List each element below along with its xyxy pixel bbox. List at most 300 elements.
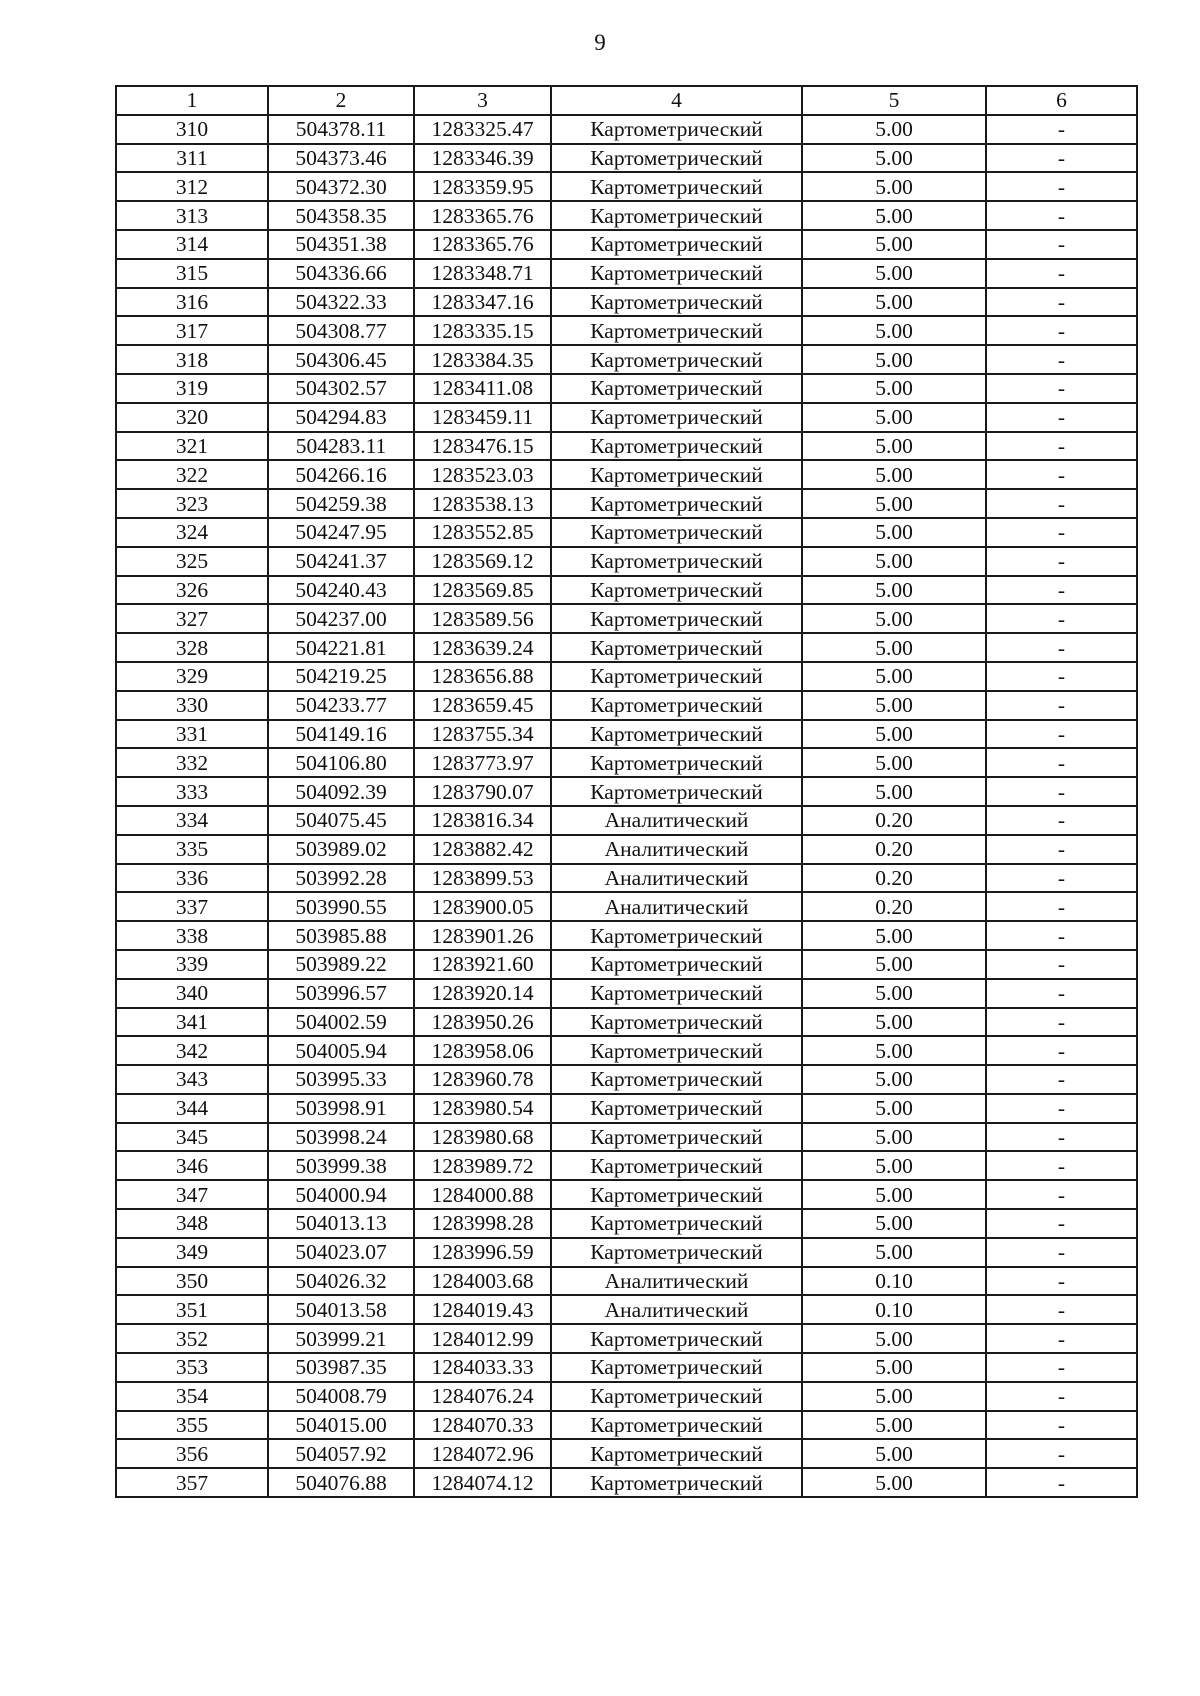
accuracy-cell: 5.00: [802, 345, 986, 374]
x-coordinate-cell: 504372.30: [268, 172, 414, 201]
accuracy-cell: 5.00: [802, 403, 986, 432]
description-cell: -: [986, 1094, 1137, 1123]
table-row: [116, 748, 1137, 777]
x-coordinate-cell: 503985.88: [268, 921, 414, 950]
accuracy-cell: 0.10: [802, 1267, 986, 1296]
y-coordinate-cell: 1284070.33: [414, 1411, 551, 1440]
table-row: [116, 288, 1137, 317]
accuracy-cell: 5.00: [802, 1324, 986, 1353]
x-coordinate-cell: 504002.59: [268, 1008, 414, 1037]
y-coordinate-cell: 1283365.76: [414, 230, 551, 259]
point-number-cell: 346: [116, 1151, 268, 1180]
description-cell: -: [986, 1353, 1137, 1382]
point-number-cell: 332: [116, 748, 268, 777]
accuracy-cell: 5.00: [802, 604, 986, 633]
point-number-cell: 338: [116, 921, 268, 950]
point-number-cell: 341: [116, 1008, 268, 1037]
page-number: 9: [594, 30, 606, 55]
x-coordinate-cell: 504233.77: [268, 691, 414, 720]
x-coordinate-cell: 504000.94: [268, 1180, 414, 1209]
x-coordinate-cell: 504221.81: [268, 633, 414, 662]
point-number-cell: 352: [116, 1324, 268, 1353]
table-row: [116, 835, 1137, 864]
x-coordinate-cell: 504294.83: [268, 403, 414, 432]
point-number-cell: 316: [116, 288, 268, 317]
method-cell: Картометрический: [551, 720, 802, 749]
table-row: [116, 1094, 1137, 1123]
accuracy-cell: 5.00: [802, 921, 986, 950]
point-number-cell: 337: [116, 892, 268, 921]
accuracy-cell: 5.00: [802, 288, 986, 317]
point-number-cell: 339: [116, 950, 268, 979]
accuracy-cell: 5.00: [802, 1008, 986, 1037]
accuracy-cell: 5.00: [802, 691, 986, 720]
accuracy-cell: 5.00: [802, 633, 986, 662]
y-coordinate-cell: 1283639.24: [414, 633, 551, 662]
description-cell: -: [986, 432, 1137, 461]
description-cell: -: [986, 1295, 1137, 1324]
method-cell: Картометрический: [551, 1180, 802, 1209]
description-cell: -: [986, 518, 1137, 547]
x-coordinate-cell: 504005.94: [268, 1036, 414, 1065]
point-number-cell: 330: [116, 691, 268, 720]
method-cell: Картометрический: [551, 374, 802, 403]
y-coordinate-cell: 1283348.71: [414, 259, 551, 288]
table-row: [116, 806, 1137, 835]
x-coordinate-cell: 503999.38: [268, 1151, 414, 1180]
x-coordinate-cell: 504026.32: [268, 1267, 414, 1296]
y-coordinate-cell: 1283900.05: [414, 892, 551, 921]
method-cell: Картометрический: [551, 115, 802, 144]
method-cell: Картометрический: [551, 1065, 802, 1094]
coordinates-table: [115, 85, 1138, 1498]
y-coordinate-cell: 1283980.54: [414, 1094, 551, 1123]
x-coordinate-cell: 504149.16: [268, 720, 414, 749]
y-coordinate-cell: 1283899.53: [414, 864, 551, 893]
table-row: [116, 115, 1137, 144]
accuracy-cell: 5.00: [802, 1180, 986, 1209]
y-coordinate-cell: 1283347.16: [414, 288, 551, 317]
table-row: [116, 489, 1137, 518]
description-cell: -: [986, 547, 1137, 576]
y-coordinate-cell: 1283921.60: [414, 950, 551, 979]
table-row: [116, 460, 1137, 489]
description-cell: -: [986, 1238, 1137, 1267]
point-number-cell: 347: [116, 1180, 268, 1209]
description-cell: -: [986, 460, 1137, 489]
x-coordinate-cell: 504358.35: [268, 201, 414, 230]
table-row: [116, 1382, 1137, 1411]
point-number-cell: 335: [116, 835, 268, 864]
method-cell: Картометрический: [551, 144, 802, 173]
x-coordinate-cell: 503989.02: [268, 835, 414, 864]
method-cell: Картометрический: [551, 1468, 802, 1497]
x-coordinate-cell: 503999.21: [268, 1324, 414, 1353]
table-row: [116, 1411, 1137, 1440]
table-row: [116, 201, 1137, 230]
description-cell: -: [986, 345, 1137, 374]
method-cell: Аналитический: [551, 1267, 802, 1296]
point-number-cell: 314: [116, 230, 268, 259]
method-cell: Аналитический: [551, 864, 802, 893]
accuracy-cell: 5.00: [802, 172, 986, 201]
method-cell: Картометрический: [551, 403, 802, 432]
point-number-cell: 321: [116, 432, 268, 461]
description-cell: -: [986, 921, 1137, 950]
accuracy-cell: 5.00: [802, 432, 986, 461]
accuracy-cell: 0.20: [802, 892, 986, 921]
method-cell: Картометрический: [551, 777, 802, 806]
x-coordinate-cell: 504106.80: [268, 748, 414, 777]
y-coordinate-cell: 1283335.15: [414, 316, 551, 345]
y-coordinate-cell: 1283589.56: [414, 604, 551, 633]
y-coordinate-cell: 1283901.26: [414, 921, 551, 950]
point-number-cell: 312: [116, 172, 268, 201]
point-number-cell: 329: [116, 662, 268, 691]
y-coordinate-cell: 1283790.07: [414, 777, 551, 806]
accuracy-cell: 5.00: [802, 1353, 986, 1382]
y-coordinate-cell: 1283882.42: [414, 835, 551, 864]
description-cell: -: [986, 172, 1137, 201]
point-number-cell: 326: [116, 576, 268, 605]
table-row: [116, 691, 1137, 720]
accuracy-cell: 5.00: [802, 1036, 986, 1065]
table-row: [116, 1065, 1137, 1094]
y-coordinate-cell: 1283656.88: [414, 662, 551, 691]
x-coordinate-cell: 503995.33: [268, 1065, 414, 1094]
y-coordinate-cell: 1283538.13: [414, 489, 551, 518]
point-number-cell: 353: [116, 1353, 268, 1382]
method-cell: Картометрический: [551, 691, 802, 720]
method-cell: Картометрический: [551, 921, 802, 950]
x-coordinate-cell: 504075.45: [268, 806, 414, 835]
accuracy-cell: 5.00: [802, 979, 986, 1008]
method-cell: Картометрический: [551, 748, 802, 777]
x-coordinate-cell: 503998.24: [268, 1123, 414, 1152]
description-cell: -: [986, 691, 1137, 720]
point-number-cell: 310: [116, 115, 268, 144]
accuracy-cell: 5.00: [802, 662, 986, 691]
x-coordinate-cell: 504247.95: [268, 518, 414, 547]
accuracy-cell: 5.00: [802, 1238, 986, 1267]
y-coordinate-cell: 1283325.47: [414, 115, 551, 144]
x-coordinate-cell: 503989.22: [268, 950, 414, 979]
description-cell: -: [986, 777, 1137, 806]
accuracy-cell: 5.00: [802, 316, 986, 345]
x-coordinate-cell: 504057.92: [268, 1439, 414, 1468]
accuracy-cell: 5.00: [802, 518, 986, 547]
accuracy-cell: 5.00: [802, 144, 986, 173]
method-cell: Картометрический: [551, 489, 802, 518]
table-row: [116, 720, 1137, 749]
accuracy-cell: 0.20: [802, 864, 986, 893]
y-coordinate-cell: 1284072.96: [414, 1439, 551, 1468]
y-coordinate-cell: 1284012.99: [414, 1324, 551, 1353]
x-coordinate-cell: 504373.46: [268, 144, 414, 173]
accuracy-cell: 5.00: [802, 460, 986, 489]
table-row: [116, 547, 1137, 576]
y-coordinate-cell: 1283523.03: [414, 460, 551, 489]
description-cell: -: [986, 115, 1137, 144]
x-coordinate-cell: 504322.33: [268, 288, 414, 317]
y-coordinate-cell: 1283773.97: [414, 748, 551, 777]
description-cell: -: [986, 576, 1137, 605]
y-coordinate-cell: 1283346.39: [414, 144, 551, 173]
table-row: [116, 230, 1137, 259]
y-coordinate-cell: 1284000.88: [414, 1180, 551, 1209]
point-number-cell: 343: [116, 1065, 268, 1094]
description-cell: -: [986, 1439, 1137, 1468]
table-body: [116, 115, 1137, 1497]
accuracy-cell: 5.00: [802, 115, 986, 144]
x-coordinate-cell: 504302.57: [268, 374, 414, 403]
point-number-cell: 320: [116, 403, 268, 432]
method-cell: Картометрический: [551, 1151, 802, 1180]
description-cell: -: [986, 1151, 1137, 1180]
x-coordinate-cell: 504240.43: [268, 576, 414, 605]
x-coordinate-cell: 504008.79: [268, 1382, 414, 1411]
column-header: 1: [116, 86, 268, 115]
table-row: [116, 633, 1137, 662]
point-number-cell: 348: [116, 1209, 268, 1238]
x-coordinate-cell: 503987.35: [268, 1353, 414, 1382]
table-row: [116, 950, 1137, 979]
method-cell: Картометрический: [551, 518, 802, 547]
accuracy-cell: 5.00: [802, 1439, 986, 1468]
point-number-cell: 336: [116, 864, 268, 893]
x-coordinate-cell: 504023.07: [268, 1238, 414, 1267]
y-coordinate-cell: 1283958.06: [414, 1036, 551, 1065]
x-coordinate-cell: 503992.28: [268, 864, 414, 893]
x-coordinate-cell: 504259.38: [268, 489, 414, 518]
point-number-cell: 334: [116, 806, 268, 835]
point-number-cell: 357: [116, 1468, 268, 1497]
description-cell: -: [986, 1036, 1137, 1065]
table-row: [116, 1439, 1137, 1468]
accuracy-cell: 0.20: [802, 835, 986, 864]
table-row: [116, 864, 1137, 893]
method-cell: Картометрический: [551, 576, 802, 605]
description-cell: -: [986, 1411, 1137, 1440]
x-coordinate-cell: 504076.88: [268, 1468, 414, 1497]
point-number-cell: 325: [116, 547, 268, 576]
y-coordinate-cell: 1283755.34: [414, 720, 551, 749]
method-cell: Картометрический: [551, 230, 802, 259]
method-cell: Картометрический: [551, 1382, 802, 1411]
description-cell: -: [986, 1065, 1137, 1094]
point-number-cell: 345: [116, 1123, 268, 1152]
method-cell: Аналитический: [551, 1295, 802, 1324]
point-number-cell: 328: [116, 633, 268, 662]
x-coordinate-cell: 504092.39: [268, 777, 414, 806]
accuracy-cell: 5.00: [802, 1094, 986, 1123]
table-row: [116, 979, 1137, 1008]
description-cell: -: [986, 1324, 1137, 1353]
table-row: [116, 1295, 1137, 1324]
point-number-cell: 318: [116, 345, 268, 374]
description-cell: -: [986, 1267, 1137, 1296]
method-cell: Картометрический: [551, 604, 802, 633]
x-coordinate-cell: 503998.91: [268, 1094, 414, 1123]
table-row: [116, 1468, 1137, 1497]
method-cell: Картометрический: [551, 1411, 802, 1440]
accuracy-cell: 5.00: [802, 230, 986, 259]
description-cell: -: [986, 892, 1137, 921]
method-cell: Картометрический: [551, 288, 802, 317]
table-row: [116, 345, 1137, 374]
method-cell: Картометрический: [551, 1094, 802, 1123]
method-cell: Картометрический: [551, 345, 802, 374]
method-cell: Картометрический: [551, 432, 802, 461]
x-coordinate-cell: 504013.13: [268, 1209, 414, 1238]
description-cell: -: [986, 1008, 1137, 1037]
method-cell: Картометрический: [551, 1353, 802, 1382]
point-number-cell: 333: [116, 777, 268, 806]
method-cell: Картометрический: [551, 633, 802, 662]
method-cell: Картометрический: [551, 950, 802, 979]
table-row: [116, 1353, 1137, 1382]
description-cell: -: [986, 1123, 1137, 1152]
y-coordinate-cell: 1283960.78: [414, 1065, 551, 1094]
description-cell: -: [986, 748, 1137, 777]
description-cell: -: [986, 1209, 1137, 1238]
method-cell: Картометрический: [551, 1123, 802, 1152]
accuracy-cell: 5.00: [802, 259, 986, 288]
point-number-cell: 324: [116, 518, 268, 547]
method-cell: Картометрический: [551, 259, 802, 288]
method-cell: Аналитический: [551, 806, 802, 835]
table-row: [116, 921, 1137, 950]
y-coordinate-cell: 1284003.68: [414, 1267, 551, 1296]
x-coordinate-cell: 503990.55: [268, 892, 414, 921]
y-coordinate-cell: 1283659.45: [414, 691, 551, 720]
table-row: [116, 259, 1137, 288]
method-cell: Картометрический: [551, 172, 802, 201]
x-coordinate-cell: 504378.11: [268, 115, 414, 144]
table-row: [116, 316, 1137, 345]
point-number-cell: 349: [116, 1238, 268, 1267]
y-coordinate-cell: 1283989.72: [414, 1151, 551, 1180]
y-coordinate-cell: 1283552.85: [414, 518, 551, 547]
accuracy-cell: 5.00: [802, 201, 986, 230]
table-row: [116, 1036, 1137, 1065]
point-number-cell: 327: [116, 604, 268, 633]
accuracy-cell: 5.00: [802, 1411, 986, 1440]
table-row: [116, 144, 1137, 173]
method-cell: Картометрический: [551, 1008, 802, 1037]
description-cell: -: [986, 662, 1137, 691]
point-number-cell: 322: [116, 460, 268, 489]
y-coordinate-cell: 1283950.26: [414, 1008, 551, 1037]
x-coordinate-cell: 504336.66: [268, 259, 414, 288]
table-row: [116, 662, 1137, 691]
y-coordinate-cell: 1284033.33: [414, 1353, 551, 1382]
method-cell: Картометрический: [551, 1036, 802, 1065]
accuracy-cell: 5.00: [802, 950, 986, 979]
table-row: [116, 1123, 1137, 1152]
description-cell: -: [986, 1180, 1137, 1209]
y-coordinate-cell: 1283365.76: [414, 201, 551, 230]
point-number-cell: 331: [116, 720, 268, 749]
x-coordinate-cell: 504283.11: [268, 432, 414, 461]
x-coordinate-cell: 504015.00: [268, 1411, 414, 1440]
accuracy-cell: 5.00: [802, 748, 986, 777]
accuracy-cell: 5.00: [802, 1123, 986, 1152]
y-coordinate-cell: 1283920.14: [414, 979, 551, 1008]
description-cell: -: [986, 950, 1137, 979]
description-cell: -: [986, 806, 1137, 835]
y-coordinate-cell: 1283980.68: [414, 1123, 551, 1152]
description-cell: -: [986, 633, 1137, 662]
table-row: [116, 374, 1137, 403]
method-cell: Аналитический: [551, 892, 802, 921]
column-header: 5: [802, 86, 986, 115]
table-row: [116, 892, 1137, 921]
method-cell: Картометрический: [551, 1324, 802, 1353]
point-number-cell: 340: [116, 979, 268, 1008]
x-coordinate-cell: 503996.57: [268, 979, 414, 1008]
accuracy-cell: 0.10: [802, 1295, 986, 1324]
accuracy-cell: 5.00: [802, 374, 986, 403]
y-coordinate-cell: 1283384.35: [414, 345, 551, 374]
description-cell: -: [986, 230, 1137, 259]
header-row: [116, 86, 1137, 115]
table-row: [116, 576, 1137, 605]
point-number-cell: 311: [116, 144, 268, 173]
method-cell: Картометрический: [551, 1439, 802, 1468]
table-row: [116, 1180, 1137, 1209]
description-cell: -: [986, 1468, 1137, 1497]
x-coordinate-cell: 504351.38: [268, 230, 414, 259]
y-coordinate-cell: 1283411.08: [414, 374, 551, 403]
accuracy-cell: 5.00: [802, 547, 986, 576]
table-row: [116, 1151, 1137, 1180]
accuracy-cell: 5.00: [802, 1151, 986, 1180]
point-number-cell: 355: [116, 1411, 268, 1440]
x-coordinate-cell: 504219.25: [268, 662, 414, 691]
description-cell: -: [986, 489, 1137, 518]
table-row: [116, 432, 1137, 461]
accuracy-cell: 0.20: [802, 806, 986, 835]
accuracy-cell: 5.00: [802, 720, 986, 749]
table-row: [116, 1324, 1137, 1353]
accuracy-cell: 5.00: [802, 1209, 986, 1238]
description-cell: -: [986, 374, 1137, 403]
table-row: [116, 172, 1137, 201]
column-header: 6: [986, 86, 1137, 115]
table-row: [116, 518, 1137, 547]
accuracy-cell: 5.00: [802, 777, 986, 806]
y-coordinate-cell: 1283569.12: [414, 547, 551, 576]
point-number-cell: 351: [116, 1295, 268, 1324]
point-number-cell: 342: [116, 1036, 268, 1065]
x-coordinate-cell: 504013.58: [268, 1295, 414, 1324]
y-coordinate-cell: 1283996.59: [414, 1238, 551, 1267]
y-coordinate-cell: 1283476.15: [414, 432, 551, 461]
point-number-cell: 356: [116, 1439, 268, 1468]
description-cell: -: [986, 144, 1137, 173]
x-coordinate-cell: 504308.77: [268, 316, 414, 345]
table-row: [116, 403, 1137, 432]
accuracy-cell: 5.00: [802, 489, 986, 518]
description-cell: -: [986, 979, 1137, 1008]
point-number-cell: 319: [116, 374, 268, 403]
y-coordinate-cell: 1284019.43: [414, 1295, 551, 1324]
description-cell: -: [986, 259, 1137, 288]
method-cell: Картометрический: [551, 547, 802, 576]
point-number-cell: 317: [116, 316, 268, 345]
table-row: [116, 604, 1137, 633]
